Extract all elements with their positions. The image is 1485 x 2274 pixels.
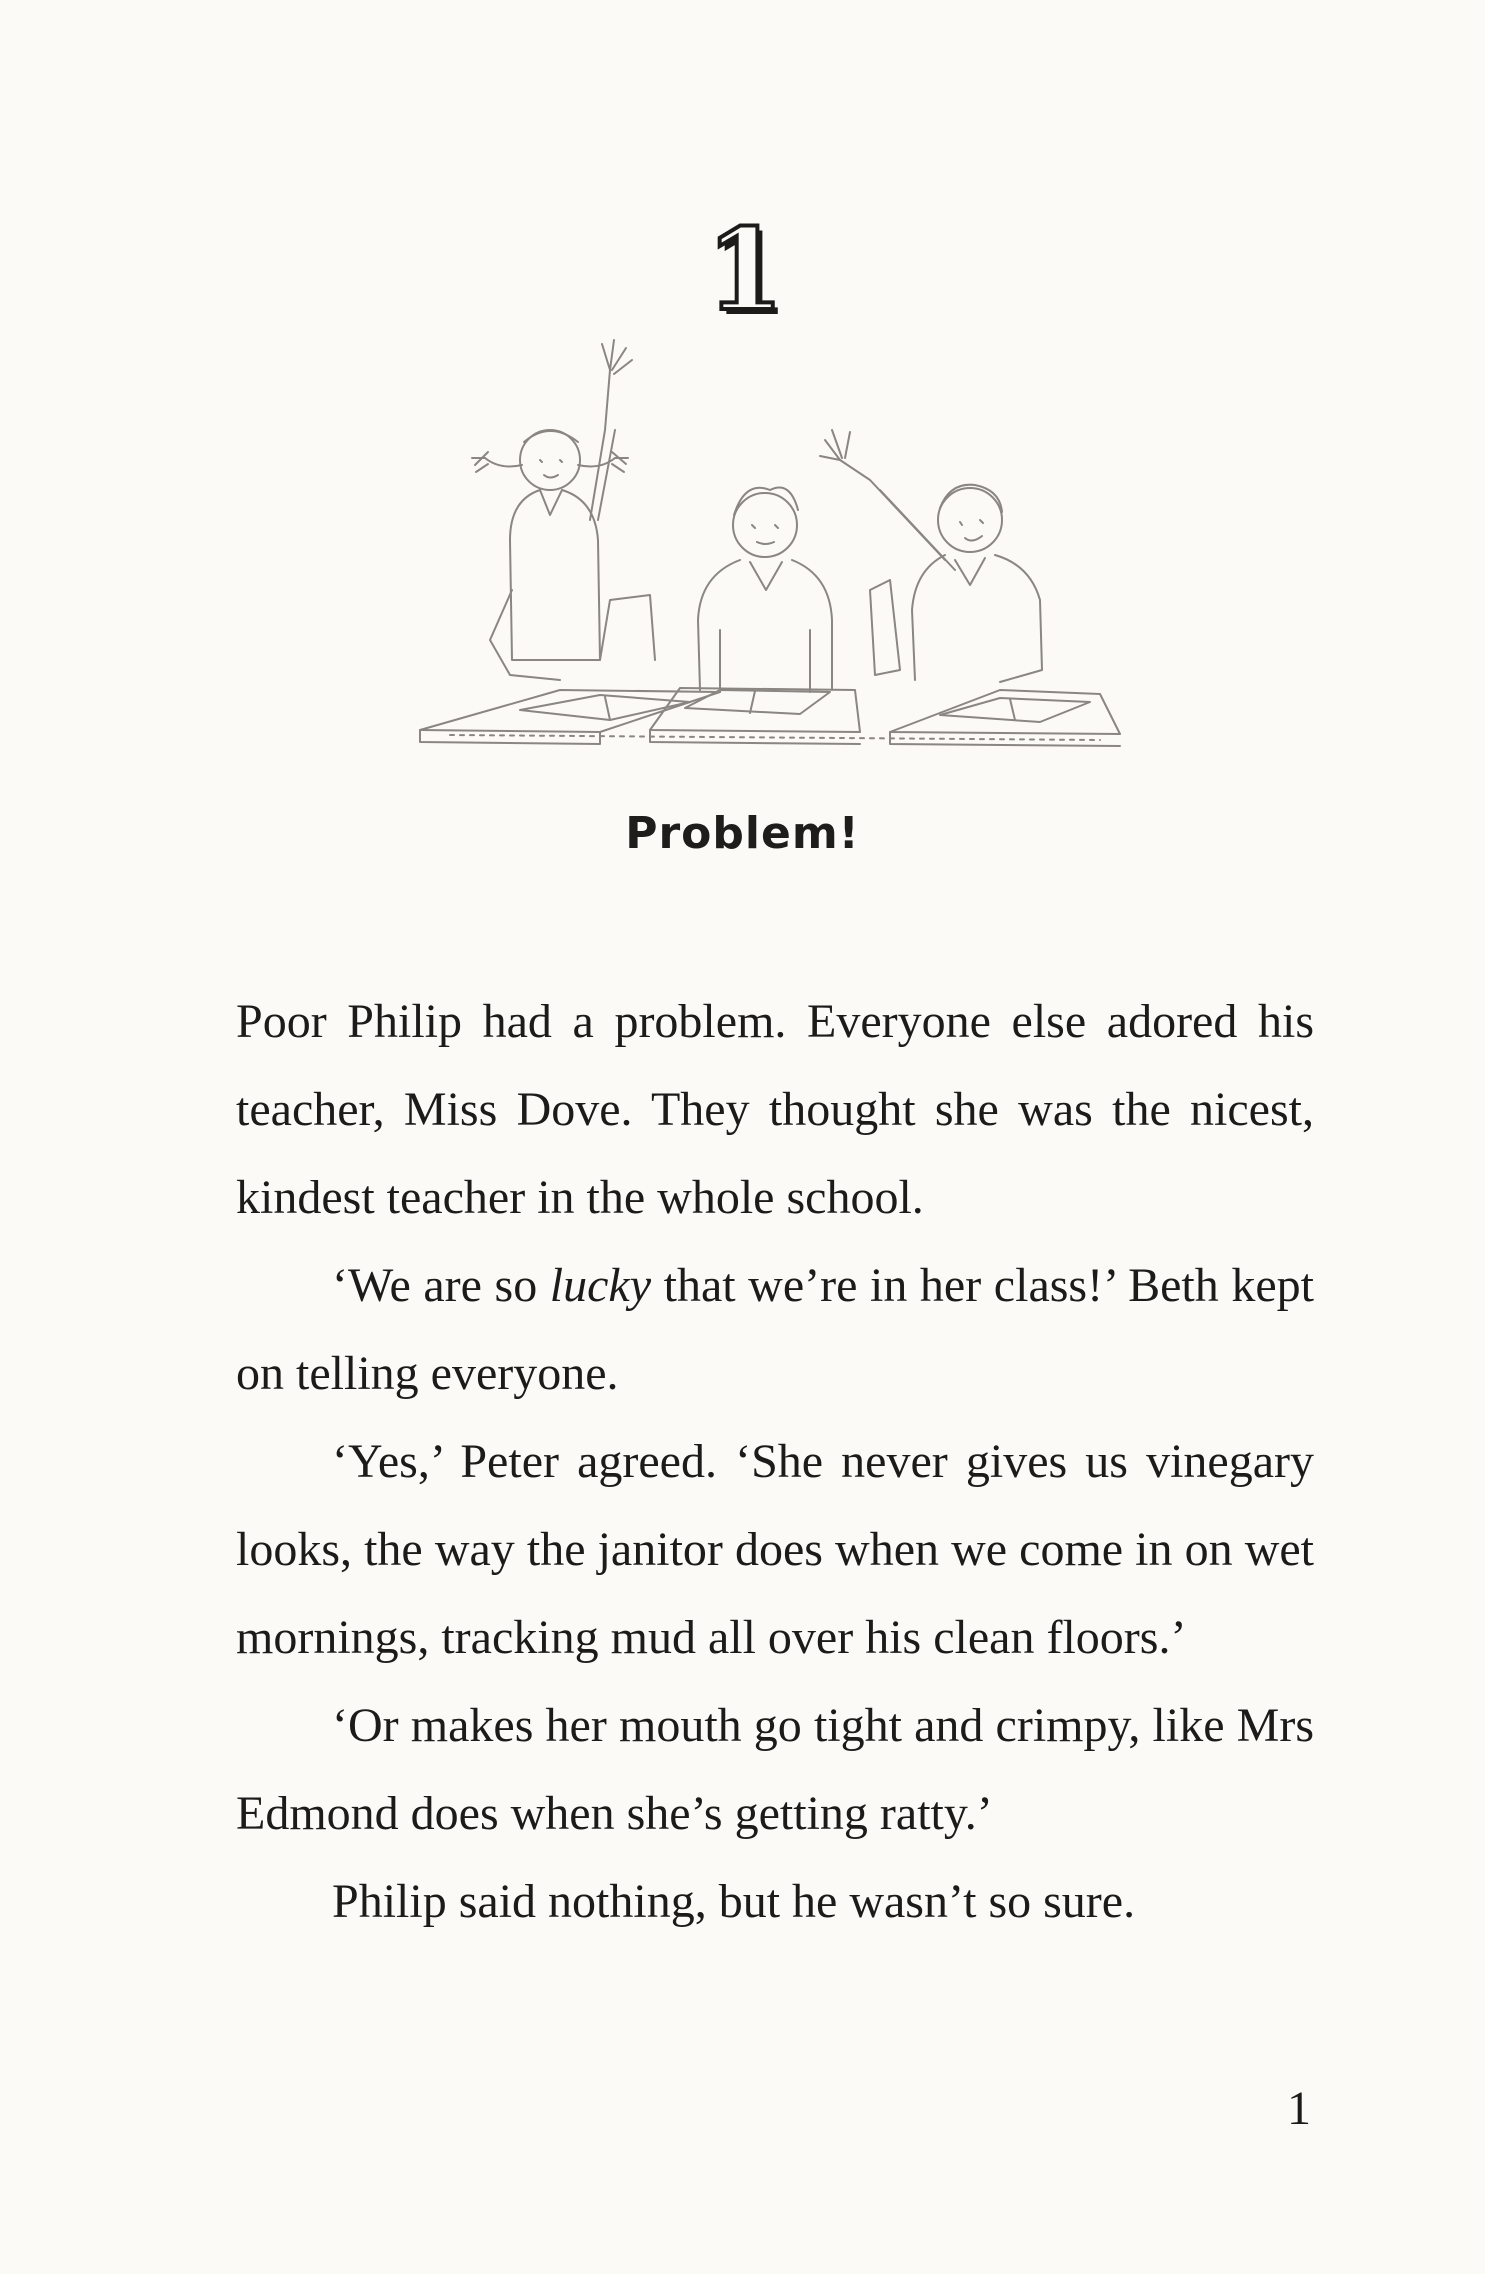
- page-number: 1: [1287, 2082, 1311, 2135]
- chapter-number: 1: [706, 205, 784, 336]
- paragraph-text: ‘We are so: [332, 1259, 550, 1312]
- girl-figure: [472, 340, 655, 680]
- classroom-illustration: [400, 330, 1130, 770]
- chapter-title: Problem!: [625, 808, 860, 859]
- chapter-body: [236, 978, 1314, 1946]
- paragraph: Poor Philip had a problem. Everyone else adored his teacher, Miss Dove. They thought she was the nicest, kindest teacher in the whole school.: [236, 995, 1314, 1224]
- paragraph: Philip said nothing, but he wasn’t so sure.: [332, 1875, 1136, 1928]
- paragraph: ‘Or makes her mouth go tight and crimpy, like Mrs Edmond does when she’s getting ratty.’: [236, 1699, 1314, 1840]
- boy-right-figure: [820, 430, 1042, 682]
- paragraph: ‘Yes,’ Peter agreed. ‘She never gives us vinegary looks, the way the janitor does when we come in on wet mornings, tracking mud all over his clean floors.’: [236, 1435, 1314, 1664]
- emphasis-text: lucky: [549, 1259, 652, 1312]
- desk-middle: [650, 688, 860, 744]
- paragraph: [236, 1242, 1314, 1418]
- paragraph-text: that we’re in her class!’ Beth kept on telling everyone.: [236, 1259, 1314, 1400]
- boy-middle-figure: [698, 488, 832, 693]
